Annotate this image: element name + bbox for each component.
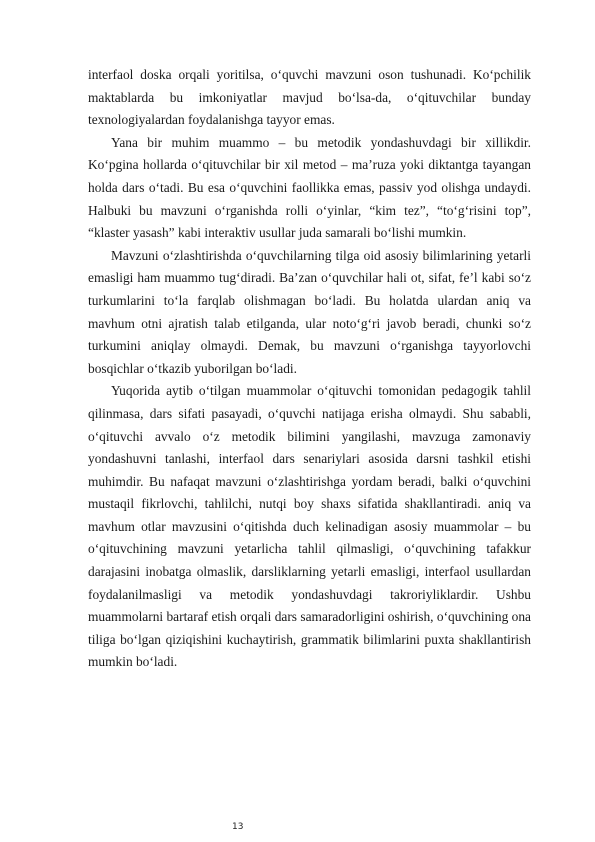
paragraph-conclusion: Yuqorida aytib o‘tilgan muammolar o‘qituvchi tomonidan pedagogik tahlil qilinmasa, dars sifati pasayadi, o‘quvchi natijaga erisha olmaydi. Shu sababli, o‘qituvchi avvalo o‘z metodik bilimini yangilashi, mavzuga zamonaviy yondashuvni tanlashi, interfaol dars senariylari asosida darsni tashkil etishi muhimdir. Bu nafaqat mavzuni o‘zlashtirishga yordam beradi, balki o‘quvchini mustaqil fikrlovchi, tahlilchi, nutqi boy shaxs sifatida shakllantiradi. aniq va mavhum otlar mavzusini o‘qitishda duch kelinadigan asosiy muammolar – bu o‘qituvchining mavzuni yetarlicha tahlil qilmasligi, o‘quvchining tafakkur darajasini inobatga olmaslik, darsliklarning yetarli emasligi, interfaol usullardan foydalanilmasligi va metodik yondashuvdagi takroriyliklardir. Ushbu muammolarni bartaraf etish orqali dars samaradorligini oshirish, o‘quvchining ona tiliga bo‘lgan qiziqishini kuchaytirish, grammatik bilimlarini puxta shakllantirish mumkin bo‘ladi. <box>88 383 531 670</box>
paragraph-basic-knowledge: Mavzuni o‘zlashtirishda o‘quvchilarning tilga oid asosiy bilimlarining yetarli emasligi ham muammo tug‘diradi. Ba’zan o‘quvchilar hali ot, sifat, fe’l kabi so‘z turkumlarini to‘la farqlab olishmagan bo‘ladi. Bu holatda ulardan aniq va mavhum otni ajratish talab etilganda, ular noto‘g‘ri javob beradi, chunki so‘z turkumini aniqlay olmaydi. Demak, bu mavzuni o‘rganishga tayyorlovchi bosqichlar o‘tkazib yuborilgan bo‘ladi. <box>88 247 531 376</box>
body-text <box>88 64 531 674</box>
page-number: 13 <box>232 822 244 832</box>
paragraph-methodology: Yana bir muhim muammo – bu metodik yondashuvdagi bir xillikdir. Ko‘pgina hollarda o‘qituvchilar bir xil metod – ma’ruza yoki diktantga tayangan holda dars o‘tadi. Bu esa o‘quvchini faollikka emas, passiv yod olishga undaydi. Halbuki bu mavzuni o‘rganishda rolli o‘yinlar, “kim tez”, “to‘g‘risini top”, “klaster yasash” kabi interaktiv usullar juda samarali bo‘lishi mumkin. <box>88 134 531 241</box>
paragraph-continuation: interfaol doska orqali yoritilsa, o‘quvchi mavzuni oson tushunadi. Ko‘pchilik maktablarda bu imkoniyatlar mavjud bo‘lsa-da, o‘qituvchilar bunday texnologiyalardan foydalanishga tayyor emas. <box>88 67 531 128</box>
